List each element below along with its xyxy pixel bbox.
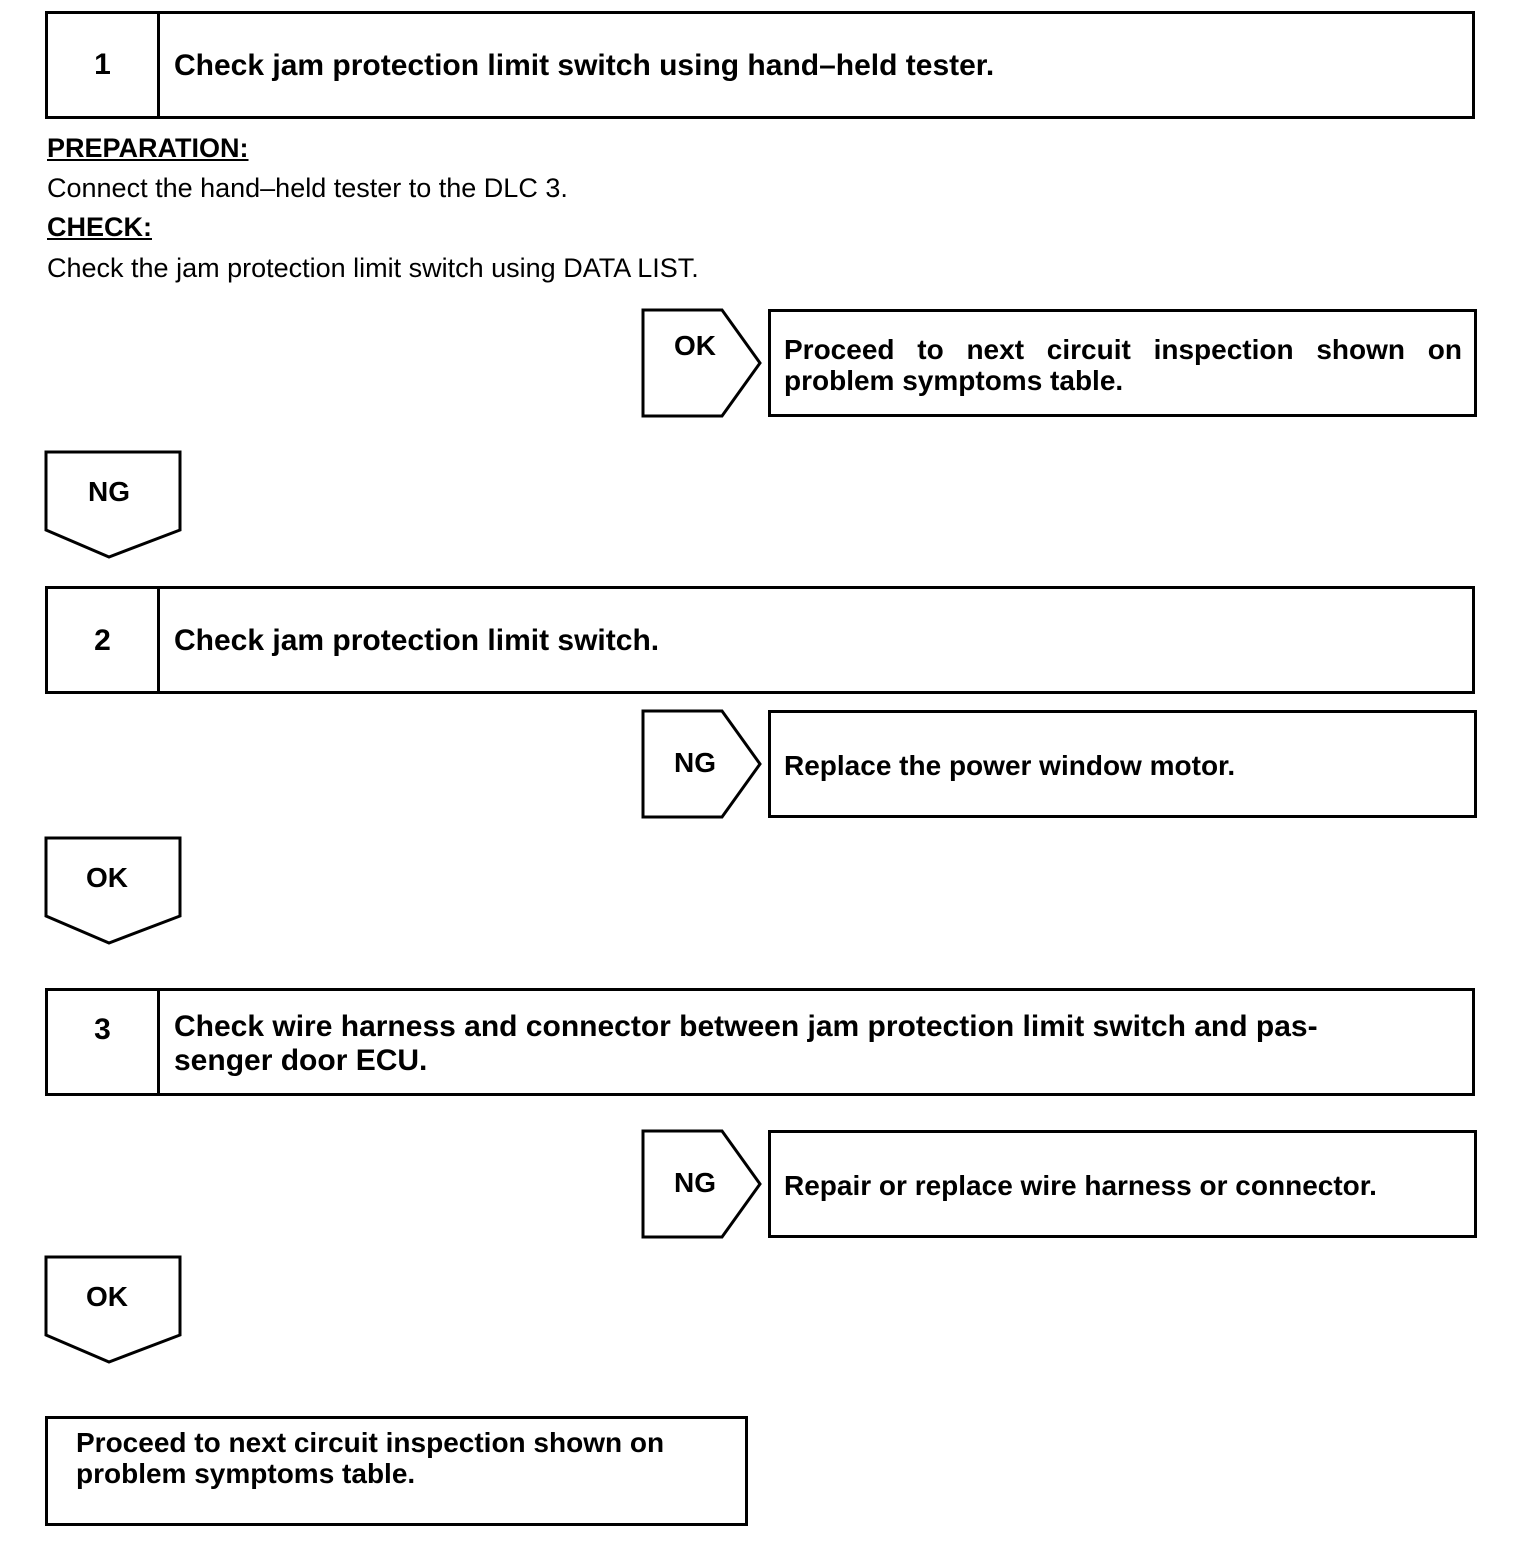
check-text: Check the jam protection limit switch using DATA LIST. <box>47 253 699 283</box>
step-3-title-line2: senger door ECU. <box>174 1044 428 1077</box>
preparation-text: Connect the hand–held tester to the DLC 3. <box>47 173 568 203</box>
branch-label: OK <box>86 1281 128 1312</box>
step-1-box <box>45 11 1475 119</box>
ok-arrow-1 <box>641 308 763 418</box>
branch-label: NG <box>674 1167 716 1198</box>
ng-arrow-3 <box>641 1129 763 1239</box>
step-number-text: 3 <box>94 1013 111 1046</box>
ok-down-arrow-3 <box>44 1255 182 1365</box>
ng-arrow-2 <box>641 709 763 819</box>
result-box-2 <box>768 710 1477 818</box>
step-3-number <box>48 991 160 1093</box>
final-text-line2: problem symptoms table. <box>76 1458 416 1489</box>
preparation-label: PREPARATION: <box>47 133 249 163</box>
result-box-3 <box>768 1130 1477 1238</box>
step-3-box <box>45 988 1475 1096</box>
branch-label: OK <box>674 330 716 361</box>
result-text-3: Repair or replace wire harness or connector. <box>784 1170 1377 1201</box>
final-text-line1: Proceed to next circuit inspection shown on <box>76 1427 665 1458</box>
branch-label: OK <box>86 862 128 893</box>
branch-label: NG <box>88 476 130 507</box>
final-text <box>76 1427 733 1489</box>
ok-down-arrow-2 <box>44 836 182 946</box>
step-1-title: Check jam protection limit switch using hand–held tester. <box>174 49 995 82</box>
result-box-1 <box>768 309 1477 417</box>
step-1-number <box>48 14 160 116</box>
step-number-text: 2 <box>94 624 111 657</box>
result-text-1: Proceed to next circuit inspection shown on problem symptoms table. <box>784 334 1462 396</box>
check-label: CHECK: <box>47 212 152 242</box>
ng-down-arrow-1 <box>44 450 182 560</box>
step-2-title: Check jam protection limit switch. <box>174 624 660 657</box>
right-arrow-icon <box>641 308 763 418</box>
result-text-2: Replace the power window motor. <box>784 750 1236 781</box>
final-box <box>45 1416 748 1526</box>
step-3-title-line1: Check wire harness and connector between jam protection limit switch and pas- <box>174 1010 1318 1043</box>
step-2-box <box>45 586 1475 694</box>
step-3-title <box>174 1010 1454 1078</box>
branch-label: NG <box>674 747 716 778</box>
step-2-number <box>48 589 160 691</box>
step-number-text: 1 <box>94 48 111 81</box>
